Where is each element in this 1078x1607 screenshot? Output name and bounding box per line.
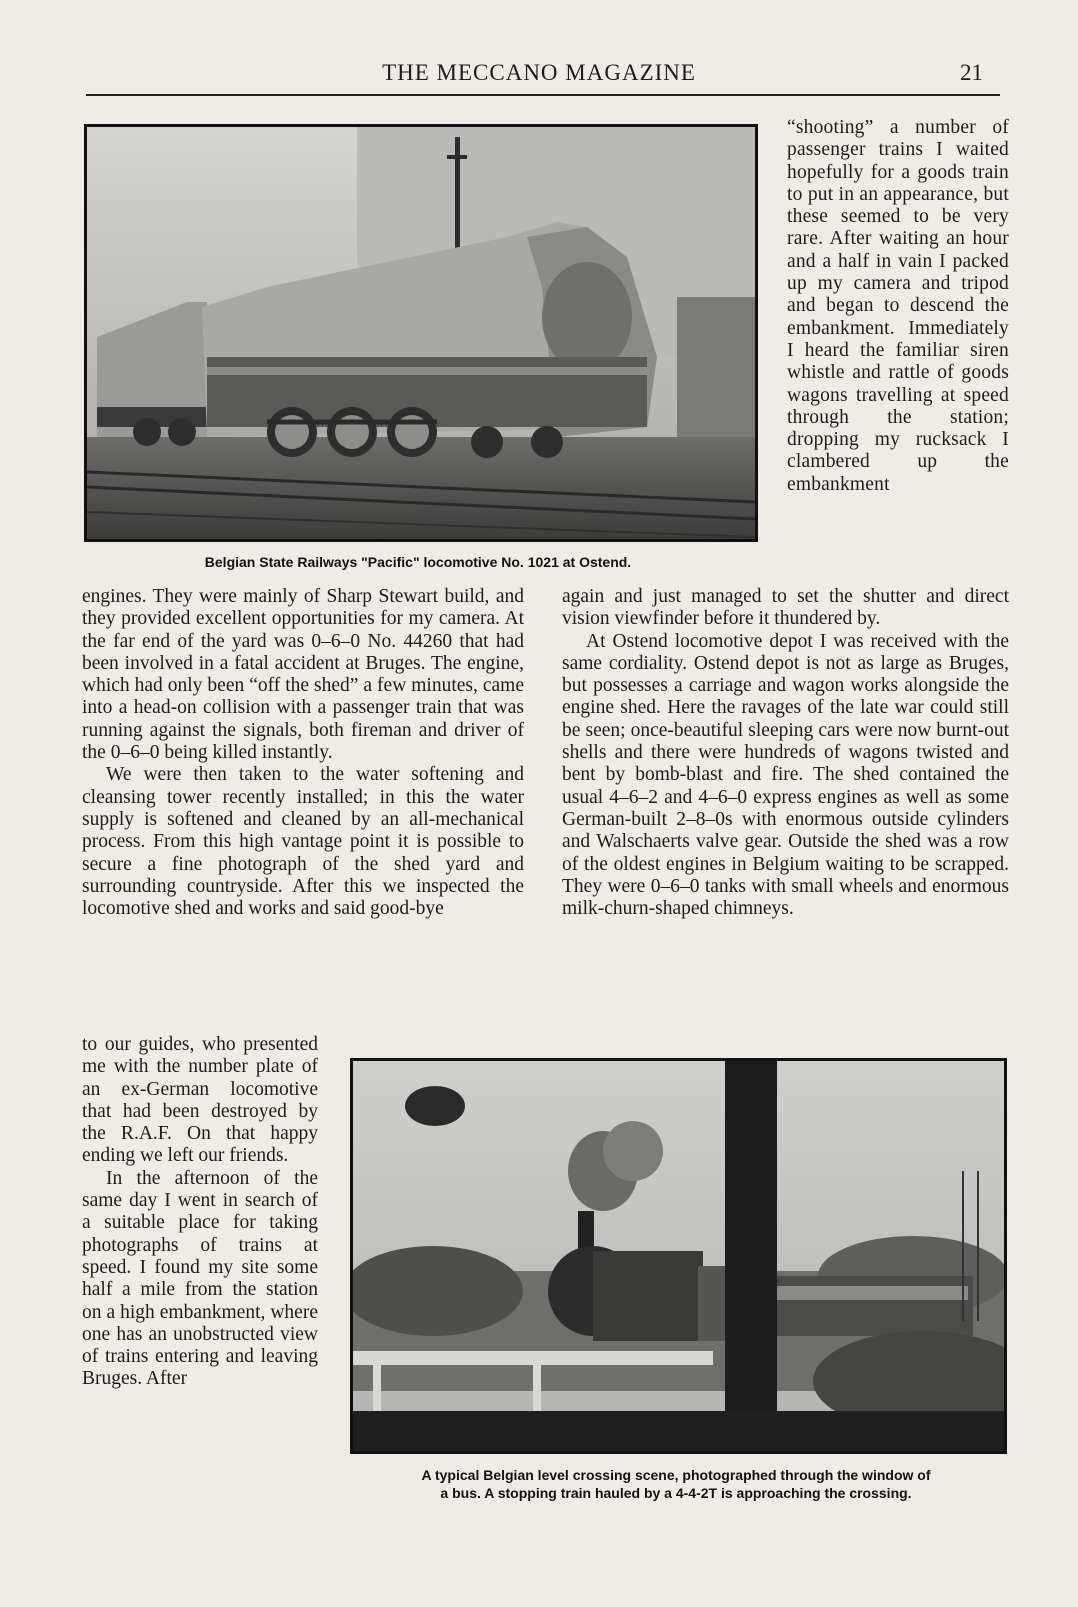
level-crossing-image (353, 1061, 1004, 1451)
bottom-caption-line-1: A typical Belgian level crossing scene, photographed through the window of (421, 1467, 931, 1483)
right-column-text (562, 586, 1009, 920)
pacific-locomotive-photo (84, 124, 758, 542)
left-paragraph-2: We were then taken to the water softening and cleansing tower recently installed; in this the water supply is softened and cleaned by an all-mechanical process. From this high vantage point it is possible to secure a fine photograph of the shed yard and surrounding countryside. After this we inspected the locomotive shed and works and said good-bye (82, 764, 524, 920)
header-rule (86, 94, 1000, 96)
page-number: 21 (960, 60, 983, 85)
right-column-top-text (787, 117, 1009, 496)
right-paragraph-2: At Ostend locomotive depot I was received with the same cordiality. Ostend depot is not as large as Bruges, but possesses a carriage and wagon works alongside the engine shed. Here the ravages of the late war could still be seen; once-beautiful sleeping cars were now burnt-out shells and there were hundreds of wagons twisted and bent by bomb-blast and fire. The shed contained the usual 4–6–2 and 4–6–0 express engines as well as some German-built 2–8–0s with enormous outside cylinders and Walschaerts valve gear. Outside the shed was a row of the oldest engines in Belgium waiting to be scrapped. They were 0–6–0 tanks with small wheels and enormous milk-churn-shaped chimneys. (562, 630, 1009, 920)
right-top-paragraph: “shooting” a number of passenger trains I waited hopefully for a goods train to put in an appearance, but these seemed to be very rare. After waiting an hour and a half in vain I packed up my camera and tripod and began to descend the embankment. Immediately I heard the familiar siren whistle and rattle of goods wagons travelling at speed through the station; dropping my rucksack I clambered up the embankment (787, 117, 1009, 495)
left-column-text (82, 586, 524, 920)
left-narrow-paragraph-2: In the afternoon of the same day I went in search of a suitable place for taking photographs of trains at speed. I found my site some half a mile from the station on a high embankment, where one has an unobstructed view of trains entering and leaving Bruges. After (82, 1167, 318, 1390)
bottom-photo-caption (345, 1466, 1007, 1502)
left-paragraph-1: engines. They were mainly of Sharp Stewart build, and they provided excellent opportunities for my camera. At the far end of the yard was 0–6–0 No. 44260 that had been involved in a fatal accident at Bruges. The engine, which had only been “off the shed” a few minutes, came into a head-on collision with a passenger train that was running against the signals, both fireman and driver of the 0–6–0 being killed instantly. (82, 586, 524, 764)
level-crossing-photo (350, 1058, 1007, 1454)
top-photo-caption: Belgian State Railways "Pacific" locomotive No. 1021 at Ostend. (204, 554, 632, 570)
bottom-caption-line-2: a bus. A stopping train hauled by a 4-4-2T is approaching the crossing. (440, 1485, 912, 1501)
locomotive-image (87, 127, 755, 539)
magazine-title: THE MECCANO MAGAZINE (382, 60, 696, 85)
left-narrow-paragraph-1: to our guides, who presented me with the number plate of an ex-German locomotive that had been destroyed by the R.A.F. On that happy ending we left our friends. (82, 1034, 318, 1167)
left-narrow-column-text (82, 1034, 318, 1391)
right-paragraph-1: again and just managed to set the shutter and direct vision viewfinder before it thundered by. (562, 586, 1009, 630)
